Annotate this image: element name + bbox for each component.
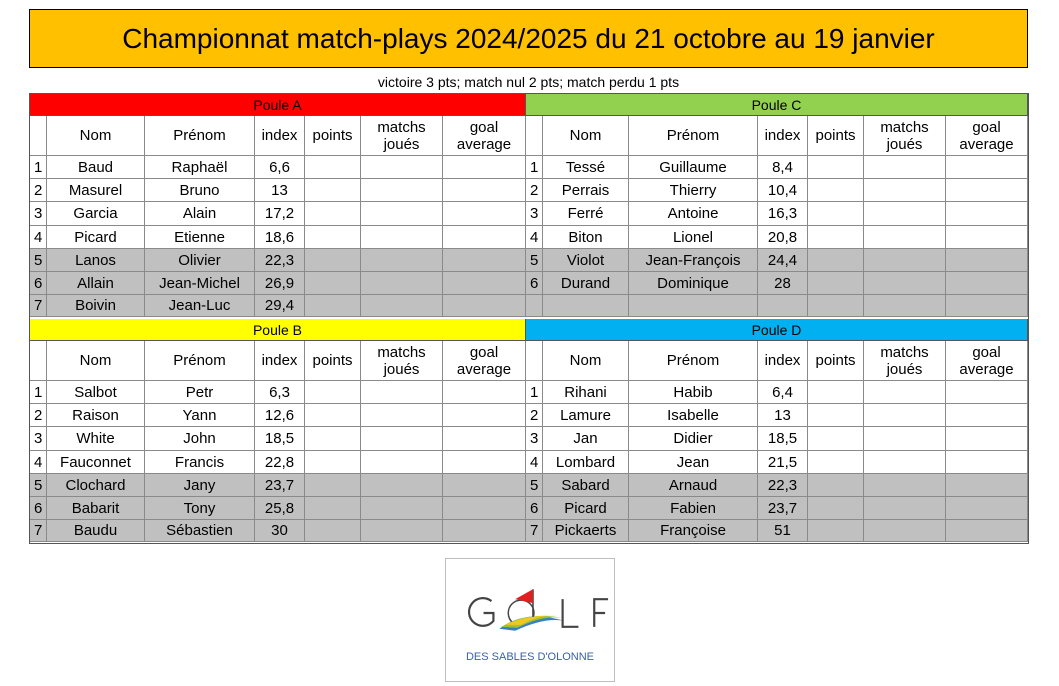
poule-b-col-header-points: points (305, 341, 361, 381)
page-title (29, 9, 1028, 68)
poule-a-row-3-goal[interactable] (443, 202, 526, 226)
poule-c-row-3-points[interactable] (808, 202, 864, 226)
poule-b-row-2-prenom: Yann (145, 404, 255, 427)
poule-b-row-5-index: 23,7 (255, 474, 305, 497)
poule-b-row-5-points[interactable] (305, 474, 361, 497)
poule-c-row-6-points[interactable] (808, 272, 864, 295)
poule-a-row-5-points[interactable] (305, 249, 361, 272)
poule-c-row-3-matchs[interactable] (864, 202, 946, 226)
poule-b-row-7-matchs[interactable] (361, 520, 443, 542)
poule-c-row-3-index: 16,3 (758, 202, 808, 226)
poule-d-row-1-matchs[interactable] (864, 381, 946, 404)
poule-c-row-7-index (758, 295, 808, 317)
poule-d-row-3-prenom: Didier (629, 427, 758, 451)
poule-c-row-1-nom: Tessé (543, 156, 629, 179)
poule-d-row-5-matchs[interactable] (864, 474, 946, 497)
poule-b-row-6-prenom: Tony (145, 497, 255, 520)
poule-a-col-header-prenom: Prénom (145, 116, 255, 156)
poule-d-col-header-goal: goal average (946, 341, 1028, 381)
poule-a-row-6-points[interactable] (305, 272, 361, 295)
poule-a-row-3-points[interactable] (305, 202, 361, 226)
poule-b-row-1-points[interactable] (305, 381, 361, 404)
poule-c-row-6-index: 28 (758, 272, 808, 295)
poule-d-row-6-matchs[interactable] (864, 497, 946, 520)
poules-grid (29, 93, 1029, 544)
poule-b-row-3-points[interactable] (305, 427, 361, 451)
poule-b-row-7-nom: Baudu (47, 520, 145, 542)
title-text: Championnat match-plays 2024/2025 du 21 octobre au 19 janvier (122, 22, 935, 54)
poule-a-row-2-nom: Masurel (47, 179, 145, 202)
poule-a-row-7-prenom: Jean-Luc (145, 295, 255, 317)
scoring-rules: victoire 3 pts; match nul 2 pts; match perdu 1 pts (377, 74, 680, 90)
poule-c-col-header-rank (526, 116, 543, 156)
poule-b-row-2-goal[interactable] (443, 404, 526, 427)
poule-c-row-6-goal[interactable] (946, 272, 1028, 295)
poule-a-row-2-points[interactable] (305, 179, 361, 202)
poule-a-row-2-matchs[interactable] (361, 179, 443, 202)
golf-logo-mark (446, 587, 614, 637)
poule-d-row-7-nom: Pickaerts (543, 520, 629, 542)
poule-c-row-2-goal[interactable] (946, 179, 1028, 202)
poule-b-row-4-index: 22,8 (255, 451, 305, 474)
poule-a-row-4-prenom: Etienne (145, 226, 255, 249)
poule-b-col-header-index: index (255, 341, 305, 381)
poule-a-row-4-matchs[interactable] (361, 226, 443, 249)
poule-d-row-5-index: 22,3 (758, 474, 808, 497)
poule-b-row-3-goal[interactable] (443, 427, 526, 451)
poule-c-row-3-rank: 3 (526, 202, 543, 226)
poule-c-row-2-prenom: Thierry (629, 179, 758, 202)
poule-b-row-4-rank: 4 (30, 451, 47, 474)
poule-c-row-5-rank: 5 (526, 249, 543, 272)
poule-a-col-header-index: index (255, 116, 305, 156)
poule-b-row-4-matchs[interactable] (361, 451, 443, 474)
poule-d-col-header-rank (526, 341, 543, 381)
poule-a-row-6-index: 26,9 (255, 272, 305, 295)
poule-b-row-1-matchs[interactable] (361, 381, 443, 404)
poule-b-header: Poule B (30, 319, 526, 341)
poule-d-row-1-goal[interactable] (946, 381, 1028, 404)
poule-c-row-6-matchs[interactable] (864, 272, 946, 295)
poule-b-col-header-prenom: Prénom (145, 341, 255, 381)
poule-c-row-1-goal[interactable] (946, 156, 1028, 179)
poule-d-row-7-points[interactable] (808, 520, 864, 542)
poule-b-row-5-rank: 5 (30, 474, 47, 497)
poule-b-row-3-prenom: John (145, 427, 255, 451)
poule-a-row-5-nom: Lanos (47, 249, 145, 272)
poule-d-row-5-nom: Sabard (543, 474, 629, 497)
poule-a-row-3-prenom: Alain (145, 202, 255, 226)
poule-a-row-3-nom: Garcia (47, 202, 145, 226)
poule-a-col-header-matchs: matchs joués (361, 116, 443, 156)
poule-c-row-4-prenom: Lionel (629, 226, 758, 249)
poule-b-row-2-nom: Raison (47, 404, 145, 427)
poule-b-row-6-nom: Babarit (47, 497, 145, 520)
poule-d-row-2-index: 13 (758, 404, 808, 427)
poule-d-row-6-index: 23,7 (758, 497, 808, 520)
poule-d-row-4-points[interactable] (808, 451, 864, 474)
poule-b-row-1-prenom: Petr (145, 381, 255, 404)
poule-a-row-1-matchs[interactable] (361, 156, 443, 179)
poule-b-row-2-index: 12,6 (255, 404, 305, 427)
poule-b-row-2-matchs[interactable] (361, 404, 443, 427)
poule-c-row-2-matchs[interactable] (864, 179, 946, 202)
poule-c-row-6-prenom: Dominique (629, 272, 758, 295)
poule-d-row-4-goal[interactable] (946, 451, 1028, 474)
poule-b-row-5-prenom: Jany (145, 474, 255, 497)
poule-a-row-3-index: 17,2 (255, 202, 305, 226)
poule-d-row-6-points[interactable] (808, 497, 864, 520)
poule-a-row-5-rank: 5 (30, 249, 47, 272)
poule-d-row-4-prenom: Jean (629, 451, 758, 474)
poule-d-row-7-matchs[interactable] (864, 520, 946, 542)
poule-c-col-header-index: index (758, 116, 808, 156)
poule-c-row-6-rank: 6 (526, 272, 543, 295)
poule-c-row-5-matchs[interactable] (864, 249, 946, 272)
poule-c-row-7-rank (526, 295, 543, 317)
poule-d-col-header-points: points (808, 341, 864, 381)
poule-d-row-1-prenom: Habib (629, 381, 758, 404)
poule-a-row-6-matchs[interactable] (361, 272, 443, 295)
poule-b-row-7-index: 30 (255, 520, 305, 542)
poule-c-row-7-prenom (629, 295, 758, 317)
poule-c-row-7-points[interactable] (808, 295, 864, 317)
golf-logo (445, 558, 615, 682)
poule-d-row-3-index: 18,5 (758, 427, 808, 451)
poule-b-row-1-nom: Salbot (47, 381, 145, 404)
poule-b-row-4-goal[interactable] (443, 451, 526, 474)
poule-b-row-5-matchs[interactable] (361, 474, 443, 497)
poule-b-row-7-prenom: Sébastien (145, 520, 255, 542)
poule-a-row-4-nom: Picard (47, 226, 145, 249)
poule-b-row-5-goal[interactable] (443, 474, 526, 497)
poule-c-row-6-nom: Durand (543, 272, 629, 295)
poule-a-row-7-index: 29,4 (255, 295, 305, 317)
poule-b-col-header-nom: Nom (47, 341, 145, 381)
poule-a-row-5-goal[interactable] (443, 249, 526, 272)
poule-a-row-7-points[interactable] (305, 295, 361, 317)
poule-a-row-2-index: 13 (255, 179, 305, 202)
poule-a-row-2-goal[interactable] (443, 179, 526, 202)
poule-b-row-3-rank: 3 (30, 427, 47, 451)
poule-d-row-4-matchs[interactable] (864, 451, 946, 474)
poule-c-row-3-nom: Ferré (543, 202, 629, 226)
poule-b-row-7-rank: 7 (30, 520, 47, 542)
poule-c-row-4-nom: Biton (543, 226, 629, 249)
poule-d-row-2-nom: Lamure (543, 404, 629, 427)
poule-b-row-5-nom: Clochard (47, 474, 145, 497)
poule-c-row-5-points[interactable] (808, 249, 864, 272)
poule-c-row-5-index: 24,4 (758, 249, 808, 272)
poule-b-row-4-nom: Fauconnet (47, 451, 145, 474)
poule-c-row-2-rank: 2 (526, 179, 543, 202)
poule-a-row-1-prenom: Raphaël (145, 156, 255, 179)
poule-d-row-1-rank: 1 (526, 381, 543, 404)
poule-a-row-4-goal[interactable] (443, 226, 526, 249)
poule-d-col-header-matchs: matchs joués (864, 341, 946, 381)
poule-b-row-1-index: 6,3 (255, 381, 305, 404)
poule-a-row-2-prenom: Bruno (145, 179, 255, 202)
poule-c-row-5-nom: Violot (543, 249, 629, 272)
poule-d-row-6-prenom: Fabien (629, 497, 758, 520)
poule-c-row-4-rank: 4 (526, 226, 543, 249)
poule-c-col-header-goal: goal average (946, 116, 1028, 156)
poule-b-col-header-rank (30, 341, 47, 381)
poule-a-row-4-index: 18,6 (255, 226, 305, 249)
poule-b-row-2-points[interactable] (305, 404, 361, 427)
poule-a-row-1-points[interactable] (305, 156, 361, 179)
poule-c-row-2-nom: Perrais (543, 179, 629, 202)
poule-a-header: Poule A (30, 94, 526, 116)
poule-d-row-7-prenom: Françoise (629, 520, 758, 542)
poule-b-row-7-goal[interactable] (443, 520, 526, 542)
poule-d-row-6-goal[interactable] (946, 497, 1028, 520)
poule-c-col-header-nom: Nom (543, 116, 629, 156)
poule-d-row-1-nom: Rihani (543, 381, 629, 404)
poule-d-col-header-nom: Nom (543, 341, 629, 381)
poule-a-row-7-goal[interactable] (443, 295, 526, 317)
poule-b-row-6-points[interactable] (305, 497, 361, 520)
poule-c-col-header-points: points (808, 116, 864, 156)
poule-c-row-7-nom (543, 295, 629, 317)
poule-d-row-1-points[interactable] (808, 381, 864, 404)
poule-a-col-header-nom: Nom (47, 116, 145, 156)
poule-d-row-1-index: 6,4 (758, 381, 808, 404)
poule-d-row-2-rank: 2 (526, 404, 543, 427)
poule-d-row-2-prenom: Isabelle (629, 404, 758, 427)
poule-a-row-6-nom: Allain (47, 272, 145, 295)
poule-a-row-6-prenom: Jean-Michel (145, 272, 255, 295)
poule-c-row-1-index: 8,4 (758, 156, 808, 179)
poule-c-row-4-matchs[interactable] (864, 226, 946, 249)
poule-a-col-header-goal: goal average (443, 116, 526, 156)
poule-b-col-header-goal: goal average (443, 341, 526, 381)
poule-a-row-7-rank: 7 (30, 295, 47, 317)
poule-c-row-4-points[interactable] (808, 226, 864, 249)
poule-a-row-3-matchs[interactable] (361, 202, 443, 226)
poule-d-row-2-goal[interactable] (946, 404, 1028, 427)
poule-c-row-5-prenom: Jean-François (629, 249, 758, 272)
poule-a-row-2-rank: 2 (30, 179, 47, 202)
poule-c-row-2-index: 10,4 (758, 179, 808, 202)
poule-b-row-6-index: 25,8 (255, 497, 305, 520)
poule-d-row-3-points[interactable] (808, 427, 864, 451)
poule-d-row-3-matchs[interactable] (864, 427, 946, 451)
poule-a-row-6-goal[interactable] (443, 272, 526, 295)
poule-d-row-5-prenom: Arnaud (629, 474, 758, 497)
poule-c-row-5-goal[interactable] (946, 249, 1028, 272)
poule-a-row-1-nom: Baud (47, 156, 145, 179)
poule-c-col-header-matchs: matchs joués (864, 116, 946, 156)
poule-d-row-4-index: 21,5 (758, 451, 808, 474)
poule-b-row-1-rank: 1 (30, 381, 47, 404)
poule-a-row-3-rank: 3 (30, 202, 47, 226)
poule-c-row-3-prenom: Antoine (629, 202, 758, 226)
poule-c-row-1-prenom: Guillaume (629, 156, 758, 179)
poule-c-row-4-goal[interactable] (946, 226, 1028, 249)
poule-d-col-header-index: index (758, 341, 808, 381)
poule-d-row-3-rank: 3 (526, 427, 543, 451)
poule-a-row-6-rank: 6 (30, 272, 47, 295)
poule-c-row-1-points[interactable] (808, 156, 864, 179)
poule-b-row-2-rank: 2 (30, 404, 47, 427)
poule-c-row-2-points[interactable] (808, 179, 864, 202)
poule-d-row-6-nom: Picard (543, 497, 629, 520)
poule-c-header: Poule C (526, 94, 1028, 116)
poule-d-row-7-rank: 7 (526, 520, 543, 542)
poule-d-row-2-matchs[interactable] (864, 404, 946, 427)
poule-c-row-7-matchs[interactable] (864, 295, 946, 317)
poule-a-row-5-index: 22,3 (255, 249, 305, 272)
poule-b-col-header-matchs: matchs joués (361, 341, 443, 381)
poule-d-row-5-rank: 5 (526, 474, 543, 497)
poule-a-row-4-rank: 4 (30, 226, 47, 249)
poule-d-header: Poule D (526, 319, 1028, 341)
poule-d-row-2-points[interactable] (808, 404, 864, 427)
poule-a-row-1-rank: 1 (30, 156, 47, 179)
poule-b-row-7-points[interactable] (305, 520, 361, 542)
poule-a-row-1-goal[interactable] (443, 156, 526, 179)
poule-d-row-4-nom: Lombard (543, 451, 629, 474)
poule-d-row-5-points[interactable] (808, 474, 864, 497)
poule-a-col-header-points: points (305, 116, 361, 156)
poule-a-col-header-rank (30, 116, 47, 156)
poule-b-row-4-prenom: Francis (145, 451, 255, 474)
poule-c-row-7-goal[interactable] (946, 295, 1028, 317)
poule-d-row-4-rank: 4 (526, 451, 543, 474)
poule-d-col-header-prenom: Prénom (629, 341, 758, 381)
poule-d-row-6-rank: 6 (526, 497, 543, 520)
poule-d-row-3-goal[interactable] (946, 427, 1028, 451)
poule-d-row-5-goal[interactable] (946, 474, 1028, 497)
poule-c-row-4-index: 20,8 (758, 226, 808, 249)
poule-d-row-3-nom: Jan (543, 427, 629, 451)
poule-b-row-1-goal[interactable] (443, 381, 526, 404)
poule-b-row-6-goal[interactable] (443, 497, 526, 520)
poule-c-col-header-prenom: Prénom (629, 116, 758, 156)
poule-b-row-3-nom: White (47, 427, 145, 451)
poule-b-row-3-matchs[interactable] (361, 427, 443, 451)
poule-b-row-6-rank: 6 (30, 497, 47, 520)
poule-b-row-3-index: 18,5 (255, 427, 305, 451)
poule-a-row-7-matchs[interactable] (361, 295, 443, 317)
poule-c-row-1-matchs[interactable] (864, 156, 946, 179)
poule-b-row-6-matchs[interactable] (361, 497, 443, 520)
logo-subtitle: DES SABLES D'OLONNE (465, 651, 595, 663)
poule-d-row-7-index: 51 (758, 520, 808, 542)
poule-a-row-4-points[interactable] (305, 226, 361, 249)
poule-a-row-7-nom: Boivin (47, 295, 145, 317)
poule-a-row-1-index: 6,6 (255, 156, 305, 179)
poule-a-row-5-prenom: Olivier (145, 249, 255, 272)
poule-b-row-4-points[interactable] (305, 451, 361, 474)
poule-c-row-3-goal[interactable] (946, 202, 1028, 226)
poule-d-row-7-goal[interactable] (946, 520, 1028, 542)
poule-a-row-5-matchs[interactable] (361, 249, 443, 272)
poule-c-row-1-rank: 1 (526, 156, 543, 179)
